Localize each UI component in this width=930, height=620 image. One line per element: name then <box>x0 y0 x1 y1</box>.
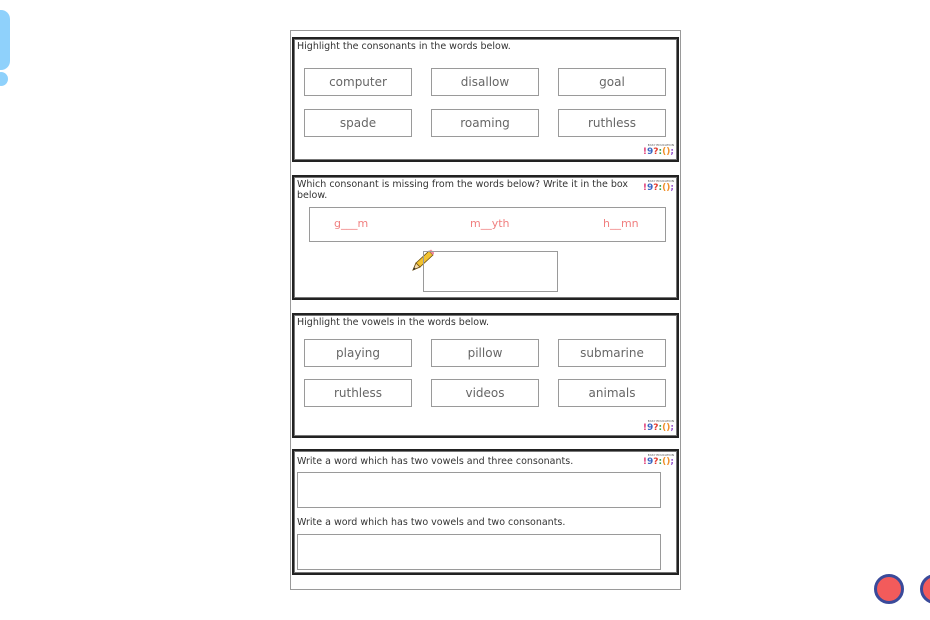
logo-title: EASY EDUCATION <box>647 419 674 423</box>
worksheet-page <box>290 30 681 590</box>
prompt-line: below. <box>297 190 328 201</box>
logo-glyphs: !9?:(); <box>642 423 674 433</box>
answer-box[interactable] <box>423 251 558 292</box>
record-button-secondary[interactable] <box>920 574 930 604</box>
prompt-line: Which consonant is missing from the words below? Write it in the box <box>297 179 629 190</box>
consonants-prompt: Highlight the consonants in the words below. <box>297 41 511 52</box>
word-box[interactable]: submarine <box>558 339 666 367</box>
record-button[interactable] <box>874 574 904 604</box>
vowels-section <box>292 313 679 438</box>
answer-box-1[interactable] <box>297 472 661 508</box>
logo-title: EASY EDUCATION <box>647 143 674 147</box>
exclamation-dot-decoration <box>0 72 8 86</box>
answer-box-2[interactable] <box>297 534 661 570</box>
missing-consonant-section <box>292 175 679 300</box>
write-prompt-2: Write a word which has two vowels and two consonants. <box>297 517 566 528</box>
vowels-prompt: Highlight the vowels in the words below. <box>297 317 490 328</box>
easy-education-logo <box>638 143 674 157</box>
missing-word: m__yth <box>470 217 510 230</box>
logo-glyphs: !9?:(); <box>642 183 674 193</box>
logo-glyphs: !9?:(); <box>642 147 674 157</box>
logo-title: EASY EDUCATION <box>647 179 674 183</box>
easy-education-logo <box>638 419 674 433</box>
write-prompt-1: Write a word which has two vowels and three consonants. <box>297 456 574 467</box>
word-box[interactable]: computer <box>304 68 412 96</box>
word-box[interactable]: spade <box>304 109 412 137</box>
exclamation-decoration <box>0 10 10 70</box>
write-words-section <box>292 449 679 575</box>
missing-words-box <box>309 207 666 242</box>
missing-word: g___m <box>334 217 369 230</box>
consonants-section <box>292 37 679 162</box>
word-box[interactable]: animals <box>558 379 666 407</box>
easy-education-logo <box>638 179 674 193</box>
missing-consonant-prompt <box>297 179 628 201</box>
word-box[interactable]: pillow <box>431 339 539 367</box>
logo-glyphs: !9?:(); <box>642 457 674 467</box>
word-box[interactable]: disallow <box>431 68 539 96</box>
word-box[interactable]: ruthless <box>304 379 412 407</box>
logo-title: EASY EDUCATION <box>647 453 674 457</box>
missing-word: h__mn <box>603 217 639 230</box>
word-box[interactable]: playing <box>304 339 412 367</box>
word-box[interactable]: ruthless <box>558 109 666 137</box>
easy-education-logo <box>638 453 674 467</box>
word-box[interactable]: videos <box>431 379 539 407</box>
word-box[interactable]: roaming <box>431 109 539 137</box>
word-box[interactable]: goal <box>558 68 666 96</box>
